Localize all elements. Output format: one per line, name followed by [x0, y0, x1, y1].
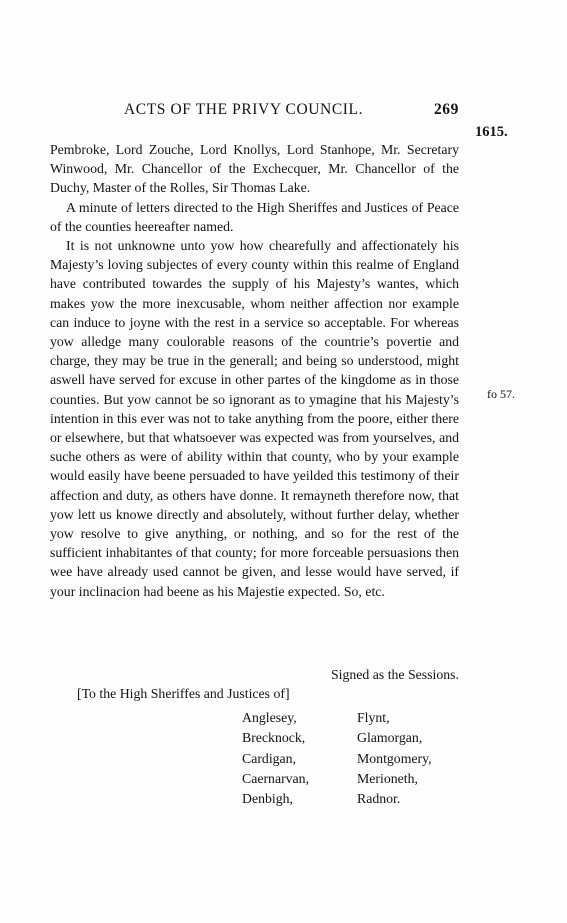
- county-item: Denbigh,: [242, 791, 293, 807]
- paragraph-attendees: Pembroke, Lord Zouche, Lord Knollys, Lord Stanhope, Mr. Secretary Winwood, Mr. Chancellor of the Exchecquer, Mr. Chancellor of the Duchy, Master of the Rolles, Sir Thomas Lake.: [50, 142, 459, 196]
- page-number: 269: [433, 101, 459, 118]
- paragraph-letter: It is not unknowne unto yow how chearefully and affectionately his Majesty’s loving subjectes of every county within this realme of England have contributed towardes the supply of his Majesty’s wantes, which makes yow the more inexcusable, whom neither affection nor example can induce to joyne with the rest in a service so acceptable. For whereas yow alledge many coulorable reasons of the countrie’s povertie and charge, they may be true in the generall; and being so understood, might aswell have served for excuse in other partes of the kingdome as in those counties. But yow cannot be so ignorant as to ymagine that his Majesty’s intention in this ever was not to take anything from the poore, either there or elsewhere, but that whatsoever was expected was from yourselves, and suche others as were of ability within that county, who by your example would easily have beene persuaded to have yeilded this testimony of their affection and duty, as others have donne. It remayneth therefore now, that yow lett us knowe directly and absolutely, without further delay, whether yow resolve to give anything, or nothing, and so for the rest of the sufficient inhabitantes of that county; for more forceable persuasions then wee have already used cannot be given, and lesse would have served, if your inclinacion had beene as his Majestie expected. So, etc.: [50, 238, 459, 599]
- signature-line: Signed as the Sessions.: [330, 667, 459, 682]
- county-item: Anglesey,: [242, 710, 297, 725]
- county-item: Caernarvan,: [242, 770, 310, 786]
- recipients-heading: [To the High Sheriffes and Justices of]: [77, 686, 290, 701]
- county-item: Radnor.: [357, 791, 401, 807]
- county-item: Merioneth,: [357, 770, 418, 786]
- margin-year: 1615.: [475, 124, 508, 140]
- body-text: [50, 140, 459, 601]
- margin-folio-note: fo 57.: [487, 387, 515, 401]
- paragraph-minute-heading: A minute of letters directed to the High Sheriffes and Justices of Peace of the counties heereafter named.: [50, 199, 459, 234]
- county-item: Glamorgan,: [357, 730, 423, 746]
- county-item: Brecknock,: [242, 730, 306, 746]
- county-item: Cardigan,: [242, 750, 297, 766]
- running-title: ACTS OF THE PRIVY COUNCIL.: [124, 101, 364, 118]
- county-list: [242, 708, 442, 808]
- county-item: Flynt,: [357, 710, 390, 725]
- county-item: Montgomery,: [357, 750, 432, 766]
